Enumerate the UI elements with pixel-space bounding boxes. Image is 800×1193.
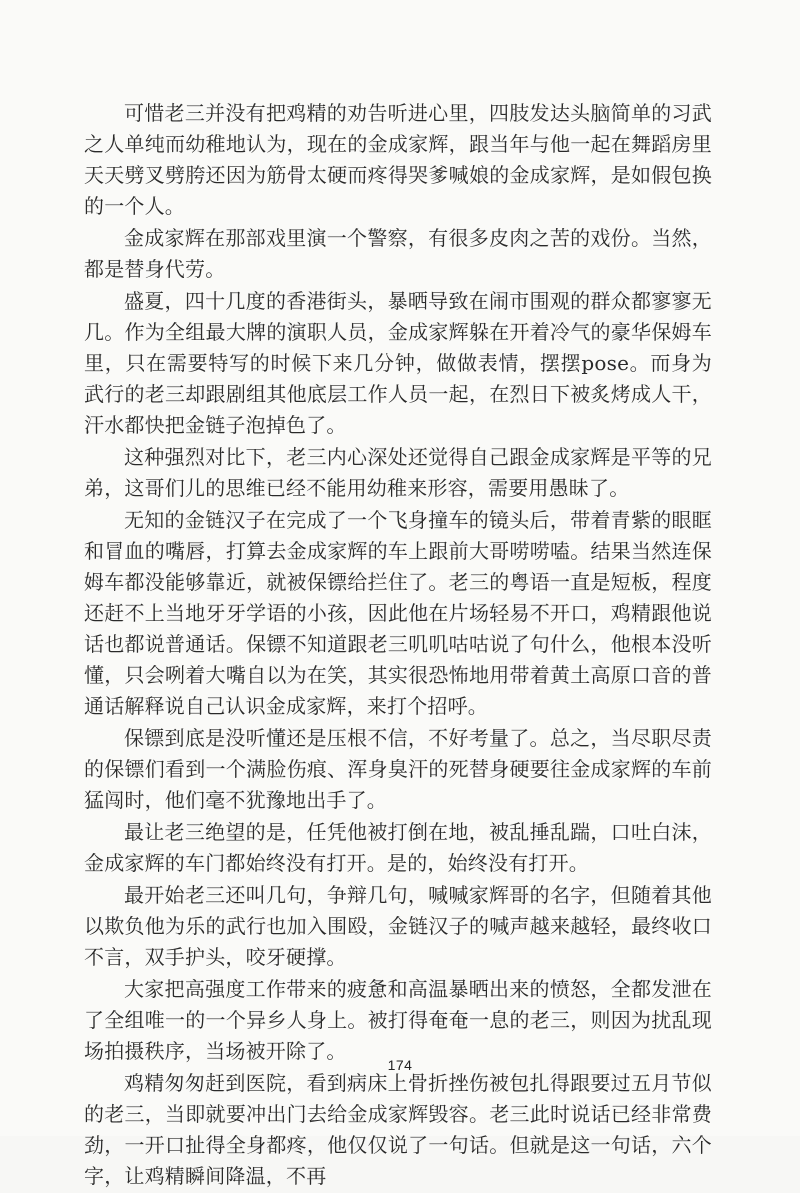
paragraph: 这种强烈对比下，老三内心深处还觉得自己跟金成家辉是平等的兄弟，这哥们儿的思维已经不能用幼稚来形容，需要用愚昧了。	[84, 445, 712, 500]
paragraph: 保镖到底是没听懂还是压根不信，不好考量了。总之，当尽职尽责的保镖们看到一个满脸伤痕、浑身臭汗的死替身硬要往金成家辉的车前猛闯时，他们毫不犹豫地出手了。	[84, 726, 712, 812]
paragraph: 大家把高强度工作带来的疲惫和高温暴晒出来的愤怒，全都发泄在了全组唯一的一个异乡人身上。被打得奄奄一息的老三，则因为扰乱现场拍摄秩序，当场被开除了。	[84, 977, 712, 1063]
paragraph: 金成家辉在那部戏里演一个警察，有很多皮肉之苦的戏份。当然，都是替身代劳。	[84, 226, 712, 281]
paragraph: 可惜老三并没有把鸡精的劝告听进心里，四肢发达头脑简单的习武之人单纯而幼稚地认为，现在的金成家辉，跟当年与他一起在舞蹈房里天天劈叉劈胯还因为筋骨太硬而疼得哭爹喊娘的金成家辉，是如假包换的一个人。	[84, 101, 712, 218]
paragraph: 最让老三绝望的是，任凭他被打倒在地，被乱捶乱踹，口吐白沫，金成家辉的车门都始终没有打开。是的，始终没有打开。	[84, 820, 712, 875]
paragraph: 无知的金链汉子在完成了一个飞身撞车的镜头后，带着青紫的眼眶和冒血的嘴唇，打算去金成家辉的车上跟前大哥唠唠嗑。结果当然连保姆车都没能够靠近，就被保镖给拦住了。老三的粤语一直是短板，程度还赶不上当地牙牙学语的小孩，因此他在片场轻易不开口，鸡精跟他说话也都说普通话。保镖不知道跟老三叽叽咕咕说了句什么，他根本没听懂，只会咧着大嘴自以为在笑，其实很恐怖地用带着黄土高原口音的普通话解释说自己认识金成家辉，来打个招呼。	[84, 508, 712, 718]
page-number: 174	[387, 1057, 413, 1073]
paragraph: 最开始老三还叫几句，争辩几句，喊喊家辉哥的名字，但随着其他以欺负他为乐的武行也加入围殴，金链汉子的喊声越来越轻，最终收口不言，双手护头，咬牙硬撑。	[84, 883, 712, 969]
body-text	[84, 98, 712, 1193]
paragraph: 盛夏，四十几度的香港街头，暴晒导致在闹市围观的群众都寥寥无几。作为全组最大牌的演职人员，金成家辉躲在开着冷气的豪华保姆车里，只在需要特写的时候下来几分钟，做做表情，摆摆pose。而身为武行的老三却跟剧组其他底层工作人员一起，在烈日下被炙烤成人干，汗水都快把金链子泡掉色了。	[84, 289, 712, 437]
paragraph: 鸡精匆匆赶到医院，看到病床上骨折挫伤被包扎得跟要过五月节似的老三，当即就要冲出门去给金成家辉毁容。老三此时说话已经非常费劲，一开口扯得全身都疼，他仅仅说了一句话。但就是这一句话，六个字，让鸡精瞬间降温，不再	[84, 1071, 712, 1188]
